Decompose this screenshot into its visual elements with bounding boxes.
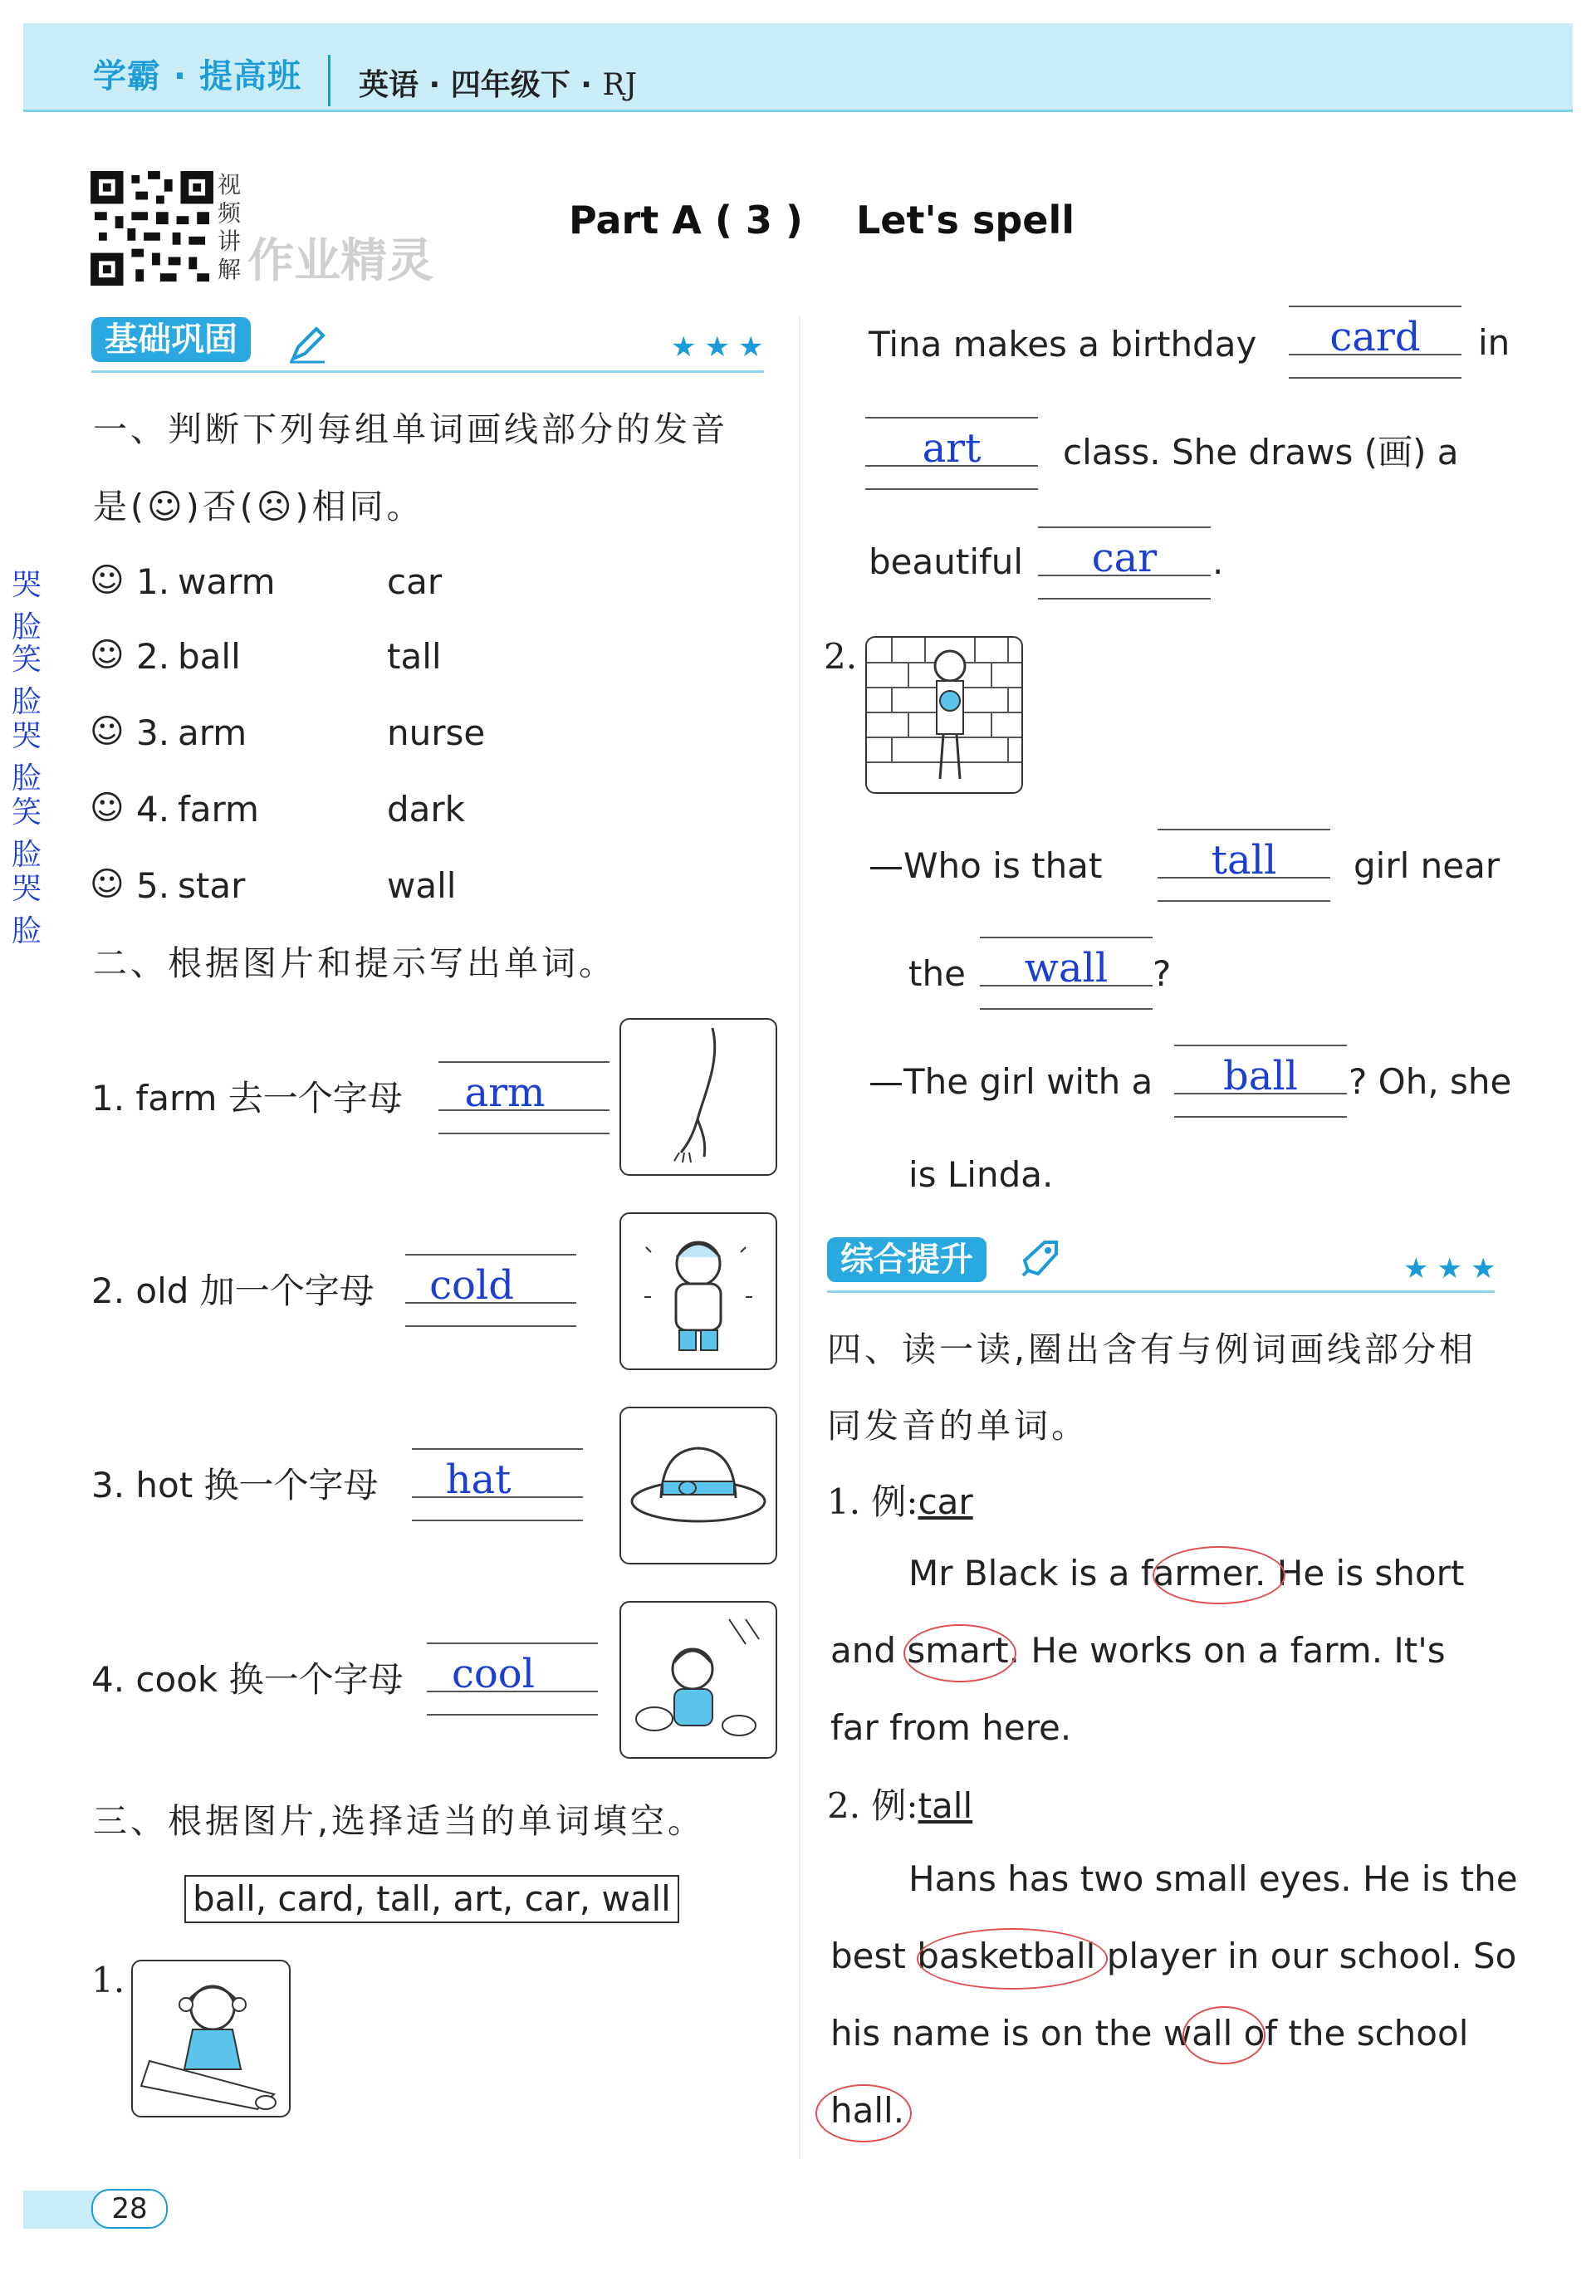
q4-instruction-line1: 四、读一读,圈出含有与例词画线部分相 [827,1329,1477,1369]
smiley-face-icon: ☺ [90,789,125,827]
watermark: 作业精灵 [247,234,433,288]
q2-prompt: 2. old 加一个字母 [91,1270,375,1311]
answer-card: card [1329,314,1421,360]
q3-item1-text-e: . [1212,541,1224,582]
q4-passage2-line4: hall. [830,2090,905,2131]
handwritten-mark: 哭脸 [12,568,42,644]
item-number: 3. [136,712,181,753]
word-2: nurse [387,712,486,753]
rocket-icon [1016,1236,1063,1282]
page-number: 28 [91,2189,168,2229]
section-underline [91,370,764,373]
q2-answer: arm [464,1070,546,1116]
word-1: arm [178,712,247,753]
cool-boy-picture [619,1601,777,1759]
smiley-face-icon: ☺ [90,865,125,903]
item-number: 1. [136,561,181,602]
circled-farmer [1153,1546,1285,1604]
q4-example1: 1. 例:car [827,1481,973,1522]
q3-item2-text-f: ? Oh, she [1349,1061,1512,1102]
handwritten-mark: 笑脸 [12,643,42,719]
handwritten-mark: 哭脸 [12,872,42,948]
handwritten-mark: 哭脸 [12,719,42,796]
q3-item1-text-d: beautiful [869,541,1024,582]
word-2: wall [387,865,457,906]
q3-item1-number: 1. [91,1960,125,2000]
section-underline [827,1290,1495,1293]
q3-item2-number: 2. [824,636,858,677]
q4-passage2-line3: his name is on the wall of the school [830,2013,1469,2054]
circled-basketball [917,1928,1108,1990]
q3-item2-text-e: —The girl with a [869,1061,1153,1102]
q3-item1-text-b: in [1478,322,1510,363]
q2-prompt: 1. farm 去一个字母 [91,1078,403,1119]
brand-title: 学霸 · 提高班 [93,57,302,95]
q3-instruction: 三、根据图片,选择适当的单词填空。 [93,1801,706,1841]
item-number: 5. [136,865,181,906]
q2-answer: cool [451,1651,536,1697]
circled-smart [903,1624,1016,1682]
q3-item1-text-c: class. She draws (画) a [1063,432,1459,472]
hat-picture [619,1407,777,1564]
smiley-face-icon: ☺ [90,712,125,751]
q2-answer: hat [445,1456,512,1503]
difficulty-stars: ★★★ [1403,1252,1505,1285]
section-header-advanced [827,1237,986,1282]
difficulty-stars: ★★★ [671,330,772,364]
example-word: tall [918,1785,973,1826]
handwritten-mark: 笑脸 [12,796,42,872]
cold-boy-picture [619,1212,777,1370]
q2-answer: cold [429,1262,514,1309]
subject-label: 英语 · 四年级下 · RJ [359,68,638,102]
section-label: 基础巩固 [91,317,251,362]
word-2: car [387,561,443,602]
girl-near-wall-picture [865,636,1023,794]
pencil-icon [286,322,330,365]
girl-drawing-picture [131,1960,291,2117]
smiley-face-icon: ☺ [90,636,125,674]
answer-car: car [1091,535,1158,581]
q4-passage1-line1: Mr Black is a farmer. He is short [908,1553,1465,1593]
q2-prompt: 4. cook 换一个字母 [91,1659,404,1700]
circled-hall [815,2084,912,2142]
q4-passage1-line2: and smart. He works on a farm. It's [830,1630,1446,1671]
word-bank: ball, card, tall, art, car, wall [184,1875,679,1923]
header-divider [328,55,330,106]
answer-wall: wall [1024,945,1109,991]
item-number: 4. [136,789,181,830]
q1-instruction-line1: 一、判断下列每组单词画线部分的发音 [93,409,728,449]
q2-instruction: 二、根据图片和提示写出单词。 [93,943,616,983]
section-label: 综合提升 [827,1237,986,1282]
word-1: farm [178,789,259,830]
q4-passage2-line1: Hans has two small eyes. He is the [908,1858,1518,1899]
answer-art: art [922,425,982,472]
q3-item1-text-a: Tina makes a birthday [869,324,1257,365]
word-1: warm [178,561,276,602]
header-underline [23,110,1573,112]
q3-item2-text-c: the [908,953,966,994]
q3-item2-text-g: is Linda. [908,1154,1054,1195]
section-header-basic [91,317,251,362]
qr-code-icon[interactable] [90,171,214,286]
word-1: star [178,865,246,906]
column-divider [799,316,800,2159]
word-2: tall [387,636,442,677]
q4-passage1-line3: far from here. [830,1707,1072,1748]
q1-instruction-line2: 是(☺)否(☹)相同。 [93,487,424,526]
qr-caption: 视 频 讲 解 [218,171,242,283]
answer-tall: tall [1211,837,1277,884]
q4-instruction-line2: 同发音的单词。 [827,1406,1089,1446]
q3-item2-text-b: girl near [1354,845,1501,886]
answer-ball: ball [1222,1053,1299,1099]
circled-wall [1182,2006,1266,2064]
q3-item2-text-d: ? [1153,953,1172,994]
q4-example2: 2. 例:tall [827,1785,973,1826]
page-title: Part A ( 3 ) Let's spell [569,198,1075,242]
q4-passage2-line2: best basketball player in our school. So [830,1936,1517,1976]
q3-item2-text-a: —Who is that [869,845,1103,886]
example-word: car [918,1481,973,1522]
word-2: dark [387,789,465,830]
word-1: ball [178,636,241,677]
q2-prompt: 3. hot 换一个字母 [91,1465,379,1505]
item-number: 2. [136,636,181,677]
arm-picture [619,1018,777,1176]
smiley-face-icon: ☺ [90,561,125,600]
